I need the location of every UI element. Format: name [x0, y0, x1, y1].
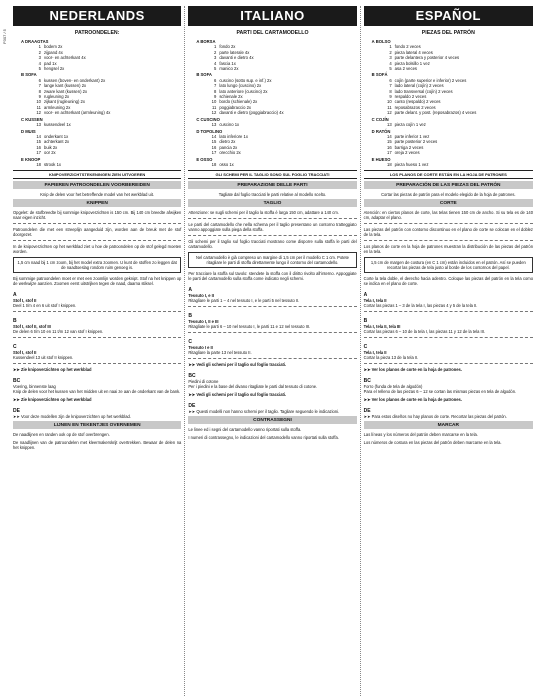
piece-number: 10: [36, 99, 41, 105]
piece-number: 4: [38, 60, 41, 66]
divider: [188, 358, 356, 359]
de-text: ➤➤ Para estos diseños no hay planos de corte. Recortar las piezas del patrón.: [363, 414, 507, 420]
language-header: NEDERLANDS: [13, 6, 181, 26]
bc-subtitle: Voering, binnenste laag: [13, 384, 56, 390]
piece-number: 14: [211, 133, 217, 139]
piece-number: 16: [36, 144, 41, 150]
piece-number: 17: [36, 150, 41, 156]
piece-number: 12: [36, 110, 41, 116]
piece-number: 3: [389, 55, 392, 61]
piece-label: pieza cojín 1 vez: [394, 122, 426, 128]
piece-label: parte laterale 4x: [219, 49, 250, 55]
divider: [364, 223, 533, 224]
piece-item: [372, 110, 533, 115]
bc-subtitle: Forro (funda de tela de algodón): [363, 384, 423, 390]
model-letter: A: [13, 292, 17, 299]
piece-number: 15: [36, 139, 41, 145]
piece-group: A BOLSO: [371, 39, 391, 44]
model-cut-list: [188, 287, 356, 359]
piece-number: 16: [211, 144, 217, 150]
piece-number: 5: [213, 66, 217, 72]
cutting-text-3: Los planos de corte en la hoja de patrones muestran la distribución de las piezas del patrón en la tela.: [363, 244, 533, 255]
divider: [364, 311, 533, 312]
model-cut-instruction: Kussendeel 13 uit stof II knippen.: [13, 355, 74, 361]
cutting-text-3: In de knipoverzichten op het werkblad ziet u hoe de patroondelen op de stof gelegd moeten worden.: [13, 244, 182, 255]
prepare-text: Tagliate dal foglio tracciati le parti relative al modello scelto.: [218, 192, 327, 198]
de-title: DE: [188, 403, 196, 410]
piece-label: achterkant 2x: [44, 139, 70, 145]
model-fabrics: Stof I, stof II: [13, 298, 37, 304]
pieces-list: [188, 39, 356, 167]
piece-item: [21, 122, 181, 127]
piece-item: [372, 122, 533, 127]
cutting-text-2: Le parti del cartamodello che nella schema per il taglio presentano un contorno tratteggiato vanno appoggiate sulla piega della stoffa.: [188, 222, 357, 233]
piece-label: asa 2 veces: [394, 66, 418, 72]
see-cutting-plans: ➤➤ Zie knipoverzichten op het werkblad: [13, 367, 92, 373]
language-header: ITALIANO: [188, 6, 356, 26]
piece-label: reposabrazos 2 veces: [394, 104, 436, 110]
piece-label: dietro 2x: [219, 139, 236, 145]
model-letter: B: [188, 313, 192, 320]
piece-label: poggiabraccio 2x: [219, 104, 251, 110]
section-prepare: PREPARACIÓN DE LAS PIEZAS DEL PATRÓN: [364, 181, 533, 189]
piece-number: 18: [36, 161, 41, 167]
seam-allowance-box: Nel cartamodello è già compreso un margine di 1,5 cm per il modello C 1 cm. Potete ritagliare le parti di stoffa direttamente lungo il contorno del cartamodello.: [188, 252, 356, 268]
piece-number: 8: [38, 88, 41, 94]
piece-label: voor- en achterkant 4x: [44, 55, 86, 61]
piece-label: voor- en achterkant (armleuning) 4x: [44, 110, 111, 116]
prepare-text: Knip de delen voor het betreffende model van het werkblad uit.: [40, 192, 155, 198]
piece-label: parte delantera y posterior 4 veces: [394, 55, 460, 61]
piece-group: A BORSA: [196, 39, 216, 44]
piece-number: 1: [213, 44, 217, 50]
bc-text: Per i piedini e la base del divano ritagliate le parti dal tessuto di cotone.: [188, 384, 318, 390]
piece-label: lado lateral (cojín) 2 veces: [394, 83, 444, 89]
piece-label: oreja 2 veces: [394, 150, 420, 156]
piece-number: 2: [38, 49, 41, 55]
language-header: ESPAÑOL: [364, 6, 533, 26]
piece-group: A DRAAGTAS: [21, 39, 49, 44]
divider: [13, 311, 181, 312]
piece-label: lato anteriore (cuscino) 2x: [219, 88, 268, 94]
piece-label: lado transversal (cojín) 2 veces: [394, 88, 453, 94]
piece-number: 5: [389, 66, 392, 72]
piece-item: [196, 162, 356, 167]
marking-text-2: I numeri di contrassegno, le indicazioni del cartamodello vanno riportati sulla stoffa.: [188, 435, 339, 441]
piece-label: schienale 2x: [219, 94, 243, 100]
piece-group: E KNOOP: [21, 156, 41, 162]
pieces-list: [13, 39, 181, 167]
piece-item: [372, 150, 533, 155]
model-fabrics: Tela I, tela II: [363, 298, 387, 304]
model-cut-list: [13, 292, 181, 364]
piece-label: pieza hueso 1 vez: [394, 161, 429, 167]
piece-label: fondo 2x: [219, 44, 236, 50]
pieces-title: PIEZAS DEL PATRÓN: [421, 30, 475, 36]
piece-group: C CUSCINO: [196, 116, 220, 122]
de-text: ➤➤ Questi modelli non hanno schemi per il taglio. Tagliare seguendo le indicazioni.: [188, 409, 340, 415]
see-cutting-plans-2: ➤➤ Zie knipoverzichten op het werkblad: [13, 397, 92, 403]
piece-label: bodem 2x: [44, 44, 63, 50]
piece-number: 13: [386, 122, 392, 128]
bc-title: BC: [188, 373, 196, 380]
piece-number: 16: [386, 144, 392, 150]
model-fabrics: Tessuto I, II e III: [188, 319, 219, 325]
prepare-text: Cortar las piezas de patrón para el modelo elegido de la hoja de patrones.: [381, 192, 516, 198]
pieces-title: PATROONDELEN:: [74, 30, 120, 36]
piece-number: 1: [38, 44, 41, 50]
bc-text: Knip de delen voor het kussen van het midden uit en naai ze aan de onderkant van de bank.: [13, 389, 181, 395]
piece-label: osso 1x: [219, 161, 234, 167]
model-cut-list: [364, 292, 533, 364]
section-prepare: PAPIEREN PATROONDELEN VOORBEREIDEN: [13, 181, 181, 189]
piece-number: 2: [213, 49, 217, 55]
section-marking: CONTRASSEGNI: [188, 416, 356, 424]
piece-number: 11: [36, 104, 41, 110]
cutting-text-1: Opgelet: de stofbreedte bij sommige knipoverzichten is 150 cm. Bij 140 cm breedte afwijken naar eigen inzicht.: [13, 210, 182, 221]
piece-number: 5: [38, 66, 41, 72]
piece-label: parte delant. y post. (reposabrazos) 4 veces: [394, 110, 477, 116]
pieces-title: PARTI DEL CARTAMODELLO: [236, 30, 309, 36]
piece-label: parte posterior 2 veces: [394, 139, 438, 145]
model-letter: C: [363, 344, 368, 351]
piece-label: barriga 2 veces: [394, 144, 424, 150]
divider: [13, 337, 181, 338]
piece-item: [372, 66, 533, 71]
piece-number: 15: [211, 139, 217, 145]
divider: [188, 332, 356, 333]
page-tag: P307 / 5: [2, 29, 7, 44]
piece-label: cuscino (sotto sup. e inf.) 2x: [219, 77, 272, 83]
model-letter: B: [363, 318, 368, 325]
columns-container: [10, 6, 536, 696]
cutting-text-2: Las piezas del patrón con contorno discontinuo en el plano de corte se colocan en el doblez de la tela.: [363, 227, 533, 238]
piece-label: parte inferior 1 vez: [394, 133, 430, 139]
cutting-plans-note: LOS PLANOS DE CORTE ESTÁN EN LA HOJA DE PATRONES: [364, 170, 533, 179]
piece-label: buik 2x: [44, 144, 58, 150]
piece-group: B SOFA: [21, 72, 37, 78]
piece-number: 13: [36, 122, 41, 128]
cutting-text-4: Per tracciare la stoffa sul tavolo: stendete la stoffa con il diritto rivolto all’interno. Appoggiate le parti del cartamodello sulla stoffa come indicato negli schemi.: [188, 271, 357, 282]
piece-label: onderkant 1x: [44, 133, 69, 139]
piece-label: fascia 1x: [219, 60, 236, 66]
piece-label: canto (respaldo) 2 veces: [394, 99, 441, 105]
piece-number: 9: [38, 94, 41, 100]
piece-group: B SOFA: [196, 72, 212, 78]
piece-group: E HUESO: [371, 156, 391, 162]
marking-text-1: Le linee ed i segni del cartamodello vanno riportati sulla stoffa.: [188, 427, 302, 433]
piece-item: [21, 110, 181, 115]
piece-label: zware kant (kussen) 2x: [44, 88, 88, 94]
divider: [188, 235, 356, 236]
divider: [13, 240, 181, 241]
model-fabrics: Stof I, stof II: [13, 350, 37, 356]
see-cutting-plans-2: ➤➤ Vedi gli schemi per il taglio sul foglio tracciati.: [188, 392, 287, 398]
piece-label: cuscino 1x: [219, 122, 240, 128]
seam-allowance-box: 1,5 cm de margen de costura (en C 1 cm) están incluidos en el patrón. Así se pueden recortar las piezas de tela justo al borde de los contornos del papel.: [364, 257, 533, 273]
piece-group: D TOPOLINO: [196, 128, 223, 134]
model-letter: C: [188, 339, 192, 346]
divider: [188, 306, 356, 307]
model-cut-instruction: Ritagliate le parti 6 – 10 nel tessuto I, le parti 11 e 12 nel tessuto III.: [188, 324, 311, 330]
piece-label: pad 1x: [44, 60, 57, 66]
model-cut-instruction: De delen 6 t/m 10 en 11 t/m 12 van stof I knippen.: [13, 329, 104, 335]
section-cutting: TAGLIO: [188, 199, 356, 207]
cutting-plans-note: GLI SCHEMI PER IL TAGLIO SONO SUL FOGLIO TRACCIATI: [188, 170, 356, 179]
piece-item: [21, 162, 181, 167]
piece-number: 11: [387, 104, 392, 110]
bc-text: Para el relleno de las piezas 6 – 12 se cortan las mismas piezas en tela de algodón.: [363, 389, 517, 395]
piece-number: 1: [389, 44, 392, 50]
piece-item: [372, 162, 533, 167]
piece-label: zijpand 4x: [44, 49, 63, 55]
model-letter: B: [13, 318, 17, 325]
section-cutting: CORTE: [364, 199, 533, 207]
piece-number: 7: [213, 83, 217, 89]
piece-label: fondo 2 veces: [394, 44, 421, 50]
piece-item: [196, 150, 356, 155]
model-cut-instruction: Cortar las piezas 6 – 10 de la tela I, las piezas 11 y 12 de la tela III.: [363, 329, 486, 335]
model-fabrics: Tela I, tela II: [363, 350, 387, 356]
piece-item: [196, 122, 356, 127]
piece-label: orecchio 2x: [219, 150, 241, 156]
piece-number: 3: [38, 55, 41, 61]
divider: [364, 337, 533, 338]
piece-label: rugleuning 2x: [44, 94, 70, 100]
piece-number: 13: [211, 122, 217, 128]
piece-number: 6: [38, 77, 41, 83]
piece-group: B SOFÁ: [371, 72, 388, 78]
piece-label: pieza lateral 4 veces: [394, 49, 433, 55]
column-it: [185, 6, 360, 696]
piece-number: 15: [386, 139, 392, 145]
piece-number: 18: [211, 161, 217, 167]
piece-label: cojín (parte superior e inferior) 2 veces: [394, 77, 467, 83]
piece-label: lato inferiore 1x: [219, 133, 248, 139]
piece-number: 14: [36, 133, 41, 139]
see-cutting-plans-2: ➤➤ Ver los planos de corte en la hoja de patrones.: [363, 397, 462, 403]
piece-label: davanti e dietro (poggiabraccio) 4x: [219, 110, 284, 116]
column-es: [361, 6, 536, 696]
cutting-plans-note: KNIPOVERZICHTSTEKENINGEN ZIEN UITVOEREN: [13, 170, 181, 179]
piece-label: manico 2x: [219, 66, 239, 72]
model-letter: C: [13, 344, 17, 351]
piece-number: 10: [211, 99, 217, 105]
piece-number: 6: [389, 77, 392, 83]
piece-label: pancia 2x: [219, 144, 238, 150]
piece-label: kussendeel 1x: [44, 122, 71, 128]
piece-number: 7: [38, 83, 41, 89]
piece-number: 2: [389, 49, 392, 55]
piece-number: 12: [211, 110, 217, 116]
piece-number: 11: [211, 104, 217, 110]
piece-label: respaldo 2 veces: [394, 94, 427, 100]
piece-number: 6: [213, 77, 217, 83]
de-text: ➤➤ Voor deze modellen zijn de knipoverzichten op het werkblad.: [13, 414, 131, 420]
piece-number: 17: [386, 150, 392, 156]
de-title: DE: [13, 408, 20, 415]
piece-number: 7: [389, 83, 392, 89]
piece-number: 18: [386, 161, 392, 167]
model-fabrics: Stof I, stof II, stof III: [13, 324, 51, 330]
piece-group: D MUIS: [21, 128, 36, 134]
piece-item: [21, 66, 181, 71]
piece-group: E OSSO: [196, 156, 213, 162]
piece-item: [196, 110, 356, 115]
piece-item: [21, 150, 181, 155]
section-marking: MARCAR: [364, 421, 533, 429]
piece-label: lange kant (kussen) 2x: [44, 83, 87, 89]
marking-text-1: Las líneas y los números del patrón deben marcarse en la tela.: [363, 432, 478, 438]
model-letter: A: [188, 287, 192, 294]
divider: [13, 363, 181, 364]
piece-number: 9: [389, 94, 392, 100]
marking-text-2: De naadlijnen van de patroondelen met kleermakerskrijt overtrekken. Bewaar de delen na het knippen.: [13, 440, 182, 451]
divider: [364, 363, 533, 364]
piece-number: 4: [213, 60, 217, 66]
divider: [188, 218, 356, 219]
piece-label: hengsel 2x: [44, 66, 65, 72]
piece-label: davanti e dietro 4x: [219, 55, 254, 61]
cutting-text-4: Corte la tela doble, el derecho hacia adentro. Coloque las piezas del patrón en la tela como se indica en el plano de corte.: [363, 276, 533, 287]
divider: [13, 223, 181, 224]
piece-label: armleuning 2x: [44, 104, 71, 110]
model-cut-instruction: Ritagliare la parte 13 nel tessuto II.: [188, 350, 252, 356]
piece-number: 3: [213, 55, 217, 61]
model-cut-instruction: Deel 1 t/m 4 en 6 uit stof I knippen.: [13, 303, 77, 309]
bc-subtitle: Piedini di cotone: [188, 379, 219, 385]
cutting-text-1: Atención: en ciertos planos de corte, las telas tienen 150 cm de ancho. Si su tela es de 140 cm, adaptar el plano.: [363, 210, 533, 221]
seam-allowance-box: 1,5 cm naad bij 1 cm zoom, bij het model extra zoomen. U kunt de stoffen zo leggen dat de naadtoeslag rondom ruim genoeg is.: [13, 257, 181, 273]
pieces-list: [364, 39, 533, 167]
marking-text-1: De naadlijnen en randen ook op de stof overbrengen.: [13, 432, 110, 438]
cutting-text-4: Bij sommige patroondelen moet er met een zoomlijn worden geknipt. Stof na het knippen op de werkwijze aanzien. Zoomen eerst uitstrijken tegen de naad, daarna stiksel.: [13, 276, 182, 287]
model-cut-instruction: Cortar las piezas 1 – 3 de la tela I, las piezas 4 y 5 de la tela II.: [363, 303, 478, 309]
piece-group: D RATÓN: [371, 128, 391, 134]
model-letter: A: [363, 292, 368, 299]
piece-number: 9: [213, 94, 217, 100]
bc-title: BC: [13, 378, 21, 385]
model-fabrics: Tessuto I e II: [188, 345, 213, 351]
section-cutting: KNIPPEN: [13, 199, 181, 207]
piece-number: 12: [386, 110, 392, 116]
marking-text-2: Los números de costura en las piezas del patrón deben marcarse en la tela.: [363, 440, 502, 446]
piece-label: kussen (boven- en onderkant) 2x: [44, 77, 106, 83]
piece-label: pieza bolsillo 1 vez: [394, 60, 430, 66]
piece-label: bordo (schienale) 2x: [219, 99, 258, 105]
piece-label: zijkant (rugleuning) 2x: [44, 99, 85, 105]
piece-number: 10: [386, 99, 392, 105]
piece-number: 14: [386, 133, 392, 139]
piece-label: oor 2x: [44, 150, 56, 156]
model-fabrics: Tessuto I, e II: [188, 293, 214, 299]
piece-number: 17: [211, 150, 217, 156]
piece-group: C KUSSEN: [21, 116, 43, 122]
bc-title: BC: [363, 378, 371, 385]
piece-group: C COJÍN: [371, 116, 389, 122]
see-cutting-plans: ➤➤ Ver los planos de corte en la hoja de patrones.: [363, 367, 462, 373]
de-title: DE: [363, 408, 371, 415]
piece-label: strook 1x: [44, 161, 61, 167]
section-marking: LIJNEN EN TEKENTJES OVERNEMEN: [13, 421, 181, 429]
model-fabrics: Tela I, tela II, tela III: [363, 324, 401, 330]
divider: [364, 240, 533, 241]
section-prepare: PREPARAZIONE DELLE PARTI: [188, 181, 356, 189]
cutting-text-2: Patroondelen die met een streeplijn aangeduid zijn, worden aan de breuk met de stof doorgezet.: [13, 227, 182, 238]
piece-label: lato lungo (cuscino) 2x: [219, 83, 262, 89]
model-cut-instruction: Ritagliare le parti 1 – 4 nel tessuto I, e le parti 5 nel tessuto II.: [188, 298, 300, 304]
model-cut-instruction: Cortar la pieza 13 de la tela II.: [363, 355, 419, 361]
cutting-text-1: Attenzione: se sugli schemi per il taglio la stoffa è larga 150 cm, adattare a 140 cm.: [188, 210, 339, 216]
cutting-text-3: Gli schemi per il taglio sul foglio tracciati mostrano come disporre sulla stoffa le parti del cartamodello.: [188, 239, 357, 250]
column-nl: [10, 6, 185, 696]
see-cutting-plans: ➤➤ Vedi gli schemi per il taglio sul foglio tracciati.: [188, 362, 287, 368]
piece-number: 8: [213, 88, 217, 94]
piece-number: 8: [389, 88, 392, 94]
piece-item: [196, 66, 356, 71]
piece-number: 4: [389, 60, 392, 66]
